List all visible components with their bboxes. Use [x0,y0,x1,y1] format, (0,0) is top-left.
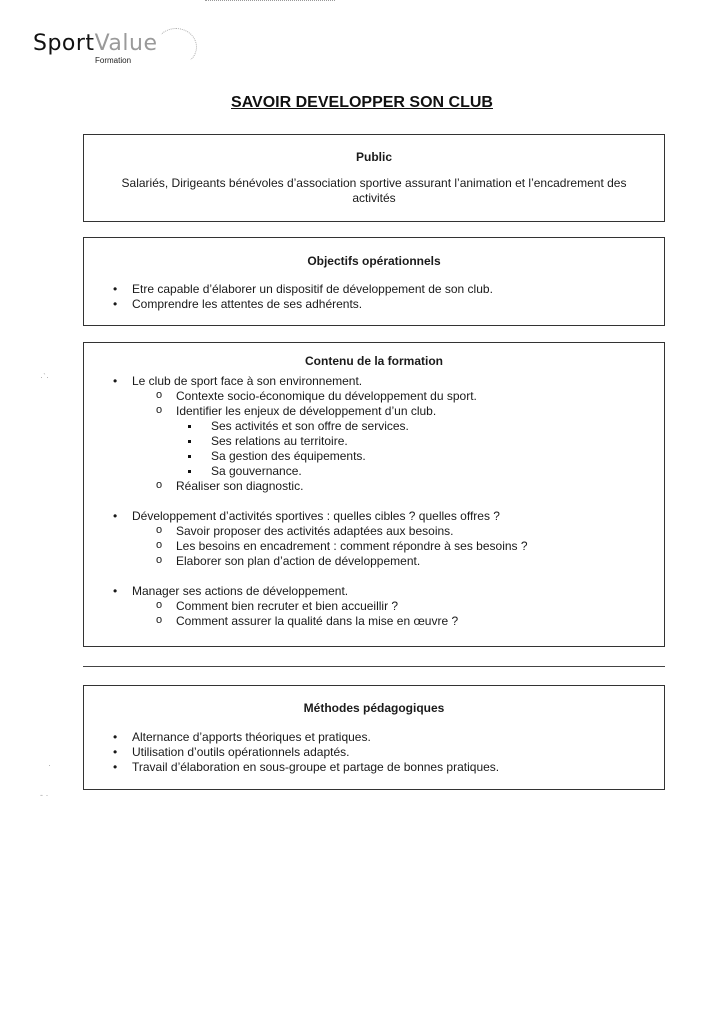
list-item: o Elaborer son plan d’action de développement. [84,554,664,569]
list-item: Sa gouvernance. [84,464,664,479]
logo-swirl-icon [155,28,197,66]
scan-speck: · [48,760,51,770]
list-item: o Contexte socio-économique du développement du sport. [84,389,664,404]
logo-subtitle: Formation [95,56,132,65]
logo-brand-sport: Sport [33,31,95,56]
section-heading-objectifs: Objectifs opérationnels [307,254,441,268]
list-item: o Comment bien recruter et bien accueillir ? [84,599,664,614]
logo-wordmark [33,30,157,56]
list-item: • Manager ses actions de développement. [84,584,664,599]
scan-speck: - · [40,790,49,800]
section-methodes [83,685,665,790]
list-item: • Développement d’activités sportives : quelles cibles ? quelles offres ? [84,509,664,524]
scan-top-mark [205,0,335,4]
list-item: • Utilisation d’outils opérationnels adaptés. [84,745,664,760]
list-item: Sa gestion des équipements. [84,449,664,464]
document-title: SAVOIR DEVELOPPER SON CLUB [231,94,493,111]
list-spacer [84,569,664,584]
contenu-list [84,374,664,629]
logo-brand-value: Value [94,31,158,56]
list-spacer [84,494,664,509]
section-heading-public: Public [355,150,392,164]
section-objectifs [83,237,665,326]
list-item: • Comprendre les attentes de ses adhérents. [84,297,664,312]
section-contenu [83,342,665,647]
list-item: Ses relations au territoire. [84,434,664,449]
list-item: o Comment assurer la qualité dans la mise en œuvre ? [84,614,664,629]
list-item: • Alternance d’apports théoriques et pratiques. [84,730,664,745]
methodes-list [84,730,664,775]
public-text: Salariés, Dirigeants bénévoles d’association sportive assurant l’animation et l’encadrement des activités [121,176,627,205]
section-heading-contenu: Contenu de la formation [305,354,443,368]
list-item: o Réaliser son diagnostic. [84,479,664,494]
list-item: o Savoir proposer des activités adaptées aux besoins. [84,524,664,539]
list-item: o Identifier les enjeux de développement d’un club. [84,404,664,419]
list-item: • Travail d’élaboration en sous-groupe et partage de bonnes pratiques. [84,760,664,775]
section-heading-methodes: Méthodes pédagogiques [303,701,445,715]
objectifs-list [84,282,664,312]
section-public [83,134,665,222]
list-item: Ses activités et son offre de services. [84,419,664,434]
scan-speck: ·ˋ· [40,372,49,382]
horizontal-divider [83,666,665,667]
list-item: • Le club de sport face à son environnement. [84,374,664,389]
sportvalue-logo [33,30,193,70]
list-item: • Etre capable d’élaborer un dispositif de développement de son club. [84,282,664,297]
list-item: o Les besoins en encadrement : comment répondre à ses besoins ? [84,539,664,554]
